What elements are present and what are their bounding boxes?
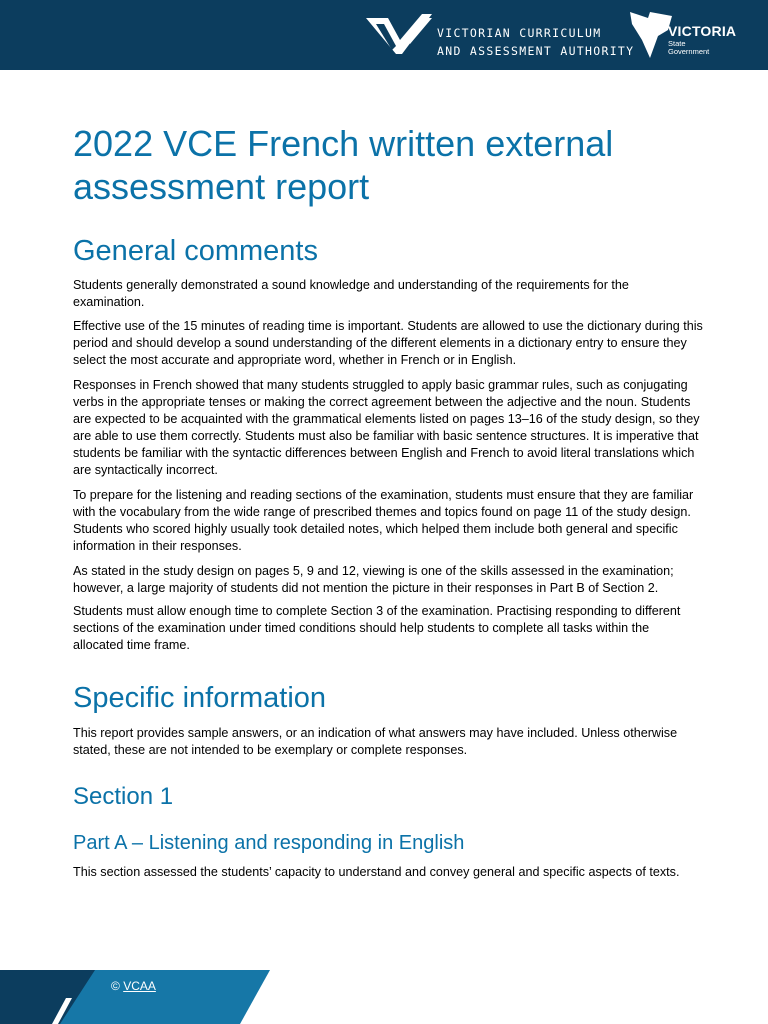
general-paragraph-5: As stated in the study design on pages 5, 9 and 12, viewing is one of the skills assessed in the examination; however, a large majority of students did not mention the picture in their responses in Part B of Section 2. (73, 564, 674, 595)
general-paragraph-4: To prepare for the listening and reading sections of the examination, students must ensure that they are familiar with the vocabulary from the wide range of prescribed themes and topics found on page 11 of the study design. Students who scored highly usually took detailed notes, which helped them include both general and specific information in their responses. (73, 488, 694, 553)
state-government-label (668, 40, 709, 56)
government-label: Government (668, 47, 710, 56)
part-a-paragraph: This section assessed the students’ capacity to understand and convey general and specific aspects of texts. (73, 865, 680, 879)
footer-copyright (111, 979, 156, 993)
header-banner (0, 0, 768, 70)
specific-paragraph: This report provides sample answers, or an indication of what answers may have included. Unless otherwise stated, these are not intended to be exemplary or complete responses. (73, 726, 678, 757)
general-paragraph-2: Effective use of the 15 minutes of reading time is important. Students are allowed to use the dictionary during this period and should develop a sound understanding of the different elements in a dictionary entry to ensure they select the most accurate and appropriate word, whether in French or in English. (73, 319, 703, 367)
part-a-heading: Part A – Listening and responding in English (73, 832, 465, 854)
victoria-government-logo (628, 10, 737, 62)
general-paragraph-1: Students generally demonstrated a sound knowledge and understanding of the requirements for the examination. (73, 278, 629, 309)
general-paragraph-3: Responses in French showed that many students struggled to apply basic grammar rules, such as conjugating verbs in the appropriate tenses or making the correct agreement between the adjective and the noun. Students are expected to be acquainted with the grammatical elements listed on pages 13–16 of the study design, so they are able to use them correctly. Students must also be familiar with basic sentence structures. It is imperative that students be familiar with the syntactic differences between English and French to avoid literal translations which are syntactically incorrect. (73, 378, 700, 477)
report-title: 2022 VCE French written external assessment report (73, 123, 614, 207)
copyright-symbol: © (111, 979, 120, 993)
state-label: State (668, 39, 686, 48)
vcaa-logo-icon (366, 14, 434, 58)
vcaa-line-1: VICTORIAN CURRICULUM (437, 26, 602, 40)
specific-information-heading: Specific information (73, 682, 327, 714)
general-paragraph-6: Students must allow enough time to complete Section 3 of the examination. Practising responding to different sections of the examination under timed conditions should help students to complete all tasks within the allocated time frame. (73, 604, 681, 652)
vcaa-link[interactable]: VCAA (123, 979, 156, 993)
victoria-word: VICTORIA (668, 23, 737, 39)
vcaa-wordmark (437, 24, 634, 60)
general-comments-heading: General comments (73, 235, 318, 267)
section-1-heading: Section 1 (73, 783, 174, 810)
vcaa-line-2: AND ASSESSMENT AUTHORITY (437, 44, 635, 58)
